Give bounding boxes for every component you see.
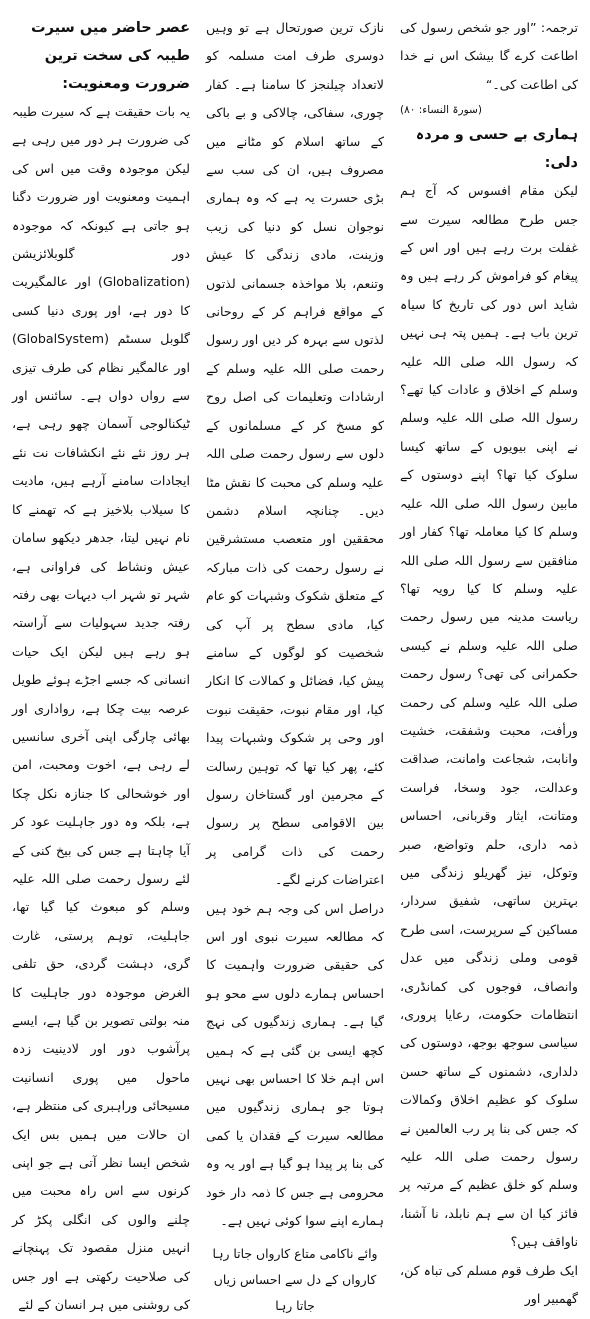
paragraph-challenges: نازک ترین صورتحال ہے تو وہیں دوسری طرف امت مسلمہ کو لاتعداد چیلنجز کا سامنا ہے۔ کفار چوری، سفاکی، چالاکی و بے باکی کے ساتھ اسلام کو مٹانے میں مصروف ہیں، ان کی سب سے بڑی حسرت یہ ہے کہ وہ ہماری نوجوان نسل کو دنیا کی زیب وزینت، مادی زندگی کا عیش وتنعم، بلا مواخذہ جسمانی لذتوں کے مواقع فراہم کر کے روحانی لذتوں سے بہرہ کر دیں اور رسول رحمت صلی اللہ علیہ وسلم کے ارشادات وتعلیمات کی اصل روح کو مسخ کر کے مسلمانوں کے دلوں سے رسول رحمت صلی اللہ علیہ وسلم کی محبت کا نقش مٹا دیں۔ چنانچہ اسلام دشمن محققین اور متعصب مستشرقین نے رسول رحمت کی ذات مبارکہ کے متعلق شکوک وشبہات کو عام کیا، مادی سطح پر آپ کی شخصیت کو لوگوں کے سامنے پیش کیا، فضائل و کمالات کا انکار کیا، اور مقام نبوت، حقیقت نبوت اور وحی پر شکوک وشبہات پیدا کئے، پھر کیا تھا کہ توہین رسالت کے مجرمین اور گستاخان رسول بین الاقوامی سطح پر رسول رحمت کی ذات گرامی پر اعتراضات کرنے لگے۔ — [206, 20, 384, 888]
section-heading-contemporary-need: عصر حاضر میں سیرت طیبہ کی سخت ترین ضرورت ومعنویت: — [31, 20, 190, 92]
verse-line-2: کارواں کے دل سے احساس زیاں جاتا رہا — [213, 1272, 377, 1314]
paragraph-contemporary-need: یہ بات حقیقت ہے کہ سیرت طیبہ کی ضرورت ہر دور میں رہی ہے لیکن موجودہ وقت میں اس کی اہمیت ومعنویت اور ضرورت دگنا ہو جاتی ہے کیونکہ کہ موجودہ دور گلوبلائزیشن (Globalization) اور عالمگیریت کا دور ہے، اور پوری دنیا کسی گلوبل سسٹم (GlobalSystem) اور عالمگیر نظام کی طرف تیزی سے رواں دواں ہے۔ سائنس اور ٹیکنالوجی آسمان چھو رہی ہے، ہر روز نئے نئے انکشافات نت نئے ایجادات سامنے آرہے ہیں، مادیت کا سیلاب بلاخیز ہے کہ تھمنے کا نام نہیں لیتا، جدھر دیکھو سامان عیش ونشاط کی فراوانی ہے، شہر تو شہر اب دیہات بھی رفتہ رفتہ جدید سہولیات سے آراستہ ہو رہے ہیں لیکن ایک حیات انسانی کہ جسے اجڑے ہوئے طویل عرصہ بیت چکا ہے، رواداری اور بھائی چارگی اپنی آخری سانسیں لے رہی ہے، اخوت ومحبت، امن اور خوشحالی کا جنازہ نکل چکا ہے، بلکہ وہ دور جاہلیت عود کر آیا چاہتا ہے جس کی بیخ کنی کے لئے رسول رحمت صلی اللہ علیہ وسلم کو مبعوث کیا گیا تھا، جاہلیت، توہم پرستی، غارت گری، دہشت گردی، حق تلفی الغرض موجودہ دور جاہلیت کا منہ بولتی تصویر بن گیا ہے، ایسے پرآشوب دور اور لادینیت زدہ ماحول میں پوری انسانیت مسیحائی وراہبری کی منتظر ہے، ان حالات میں ہمیں بس ایک شخص ایسا نظر آتی ہے جو اپنی کرنوں سے اس راہ محبت میں چلنے والوں کی انگلی پکڑ کر انہیں منزل مقصود تک پہنچانے کی صلاحیت رکھتی ہے اور جس کی روشنی میں ہر انسان کے لئے — [12, 104, 190, 1313]
translation-quote — [400, 14, 578, 121]
verse-line-1: وائے ناکامی متاع کارواں جاتا رہا — [212, 1246, 378, 1262]
translation-quote-text: ترجمہ: ”اور جو شخص رسول کی اطاعت کرے گا بیشک اس نے خدا کی اطاعت کی۔“ — [400, 20, 578, 92]
column-left — [12, 14, 190, 1313]
paragraph-closing-line: ایک طرف قوم مسلم کی تباہ کن، گھمبیر اور — [400, 1262, 578, 1307]
column-middle — [206, 14, 384, 1314]
surah-reference: (سورۃ النساء: ۸۰) — [400, 104, 482, 117]
paragraph-indifference: لیکن مقام افسوس کہ آج ہم جس طرح مطالعہ سیرت سے غفلت برت رہے ہیں اور اس کے پیغام کو فراموش کر رہے ہیں وہ شاید اس دور کی تاریخ کا سیاہ ترین باب ہے۔ ہمیں پتہ ہی نہیں کہ رسول اللہ صلی اللہ علیہ وسلم کے اخلاق و عادات کیا تھے؟ رسول اللہ صلی اللہ علیہ وسلم نے اپنی بیویوں کے ساتھ کیسا سلوک کیا تھا؟ اپنے دوستوں کے مابین رسول اللہ صلی اللہ علیہ وسلم کا کیا معاملہ تھا؟ کفار اور منافقین سے رسول اللہ صلی اللہ علیہ وسلم کا کیا رویہ تھا؟ ریاست مدینہ میں رسول رحمت صلی اللہ علیہ وسلم نے کیسی حکمرانی کی تھی؟ رسول رحمت صلی اللہ علیہ وسلم کی رحمت ورأفت، محبت وشفقت، خشیت وانابت، شجاعت وامانت، صداقت وعدالت، جود وسخا، فراست ومتانت، ایثار وقربانی، احساس ذمہ داری، حلم وتواضع، صبر وتوکل، نیز گھریلو زندگی میں بہترین ساتھی، شفیق سردار، مساکین کے سرپرست، اسی طرح قومی وملی زندگی میں عدل وانصاف، فوجوں کی کمانڈری، انتظامات حکومت، رعایا پروری، سیاسی سوجھ بوجھ، دوستوں کی دلداری، دشمنوں کے ساتھ حسن سلوک کو عظیم اخلاق وکمالات کہ جس کی بنا پر رب العالمین نے رسول رحمت صلی اللہ علیہ وسلم کو خلق عظیم کے مرتبہ پر فائز کیا ان سے ہم نابلد، نا آشنا، ناواقف ہیں؟ — [400, 183, 578, 1250]
section-heading-indifference: ہماری بے حسی و مردہ دلی: — [415, 127, 578, 172]
column-right — [400, 14, 578, 1307]
poetry-verse — [206, 1241, 384, 1319]
paragraph-reason: دراصل اس کی وجہ ہم خود ہیں کہ مطالعہ سیرت نبوی اور اس کی حقیقی ضرورت واہمیت کا احساس ہمارے دلوں سے محو ہو گیا ہے۔ ہماری زندگیوں کی نہج کچھ ایسی بن گئی ہے کہ ہمیں اس اہم خلا کا احساس بھی نہیں ہوتا جو ہماری زندگیوں میں مطالعہ سیرت کے فقدان یا کمی کی بنا پر پیدا ہو گیا ہے اور یہ وہ محرومی ہے جس کا ذمہ دار خود ہمارے اپنے سوا کوئی نہیں ہے۔ — [206, 900, 384, 1229]
